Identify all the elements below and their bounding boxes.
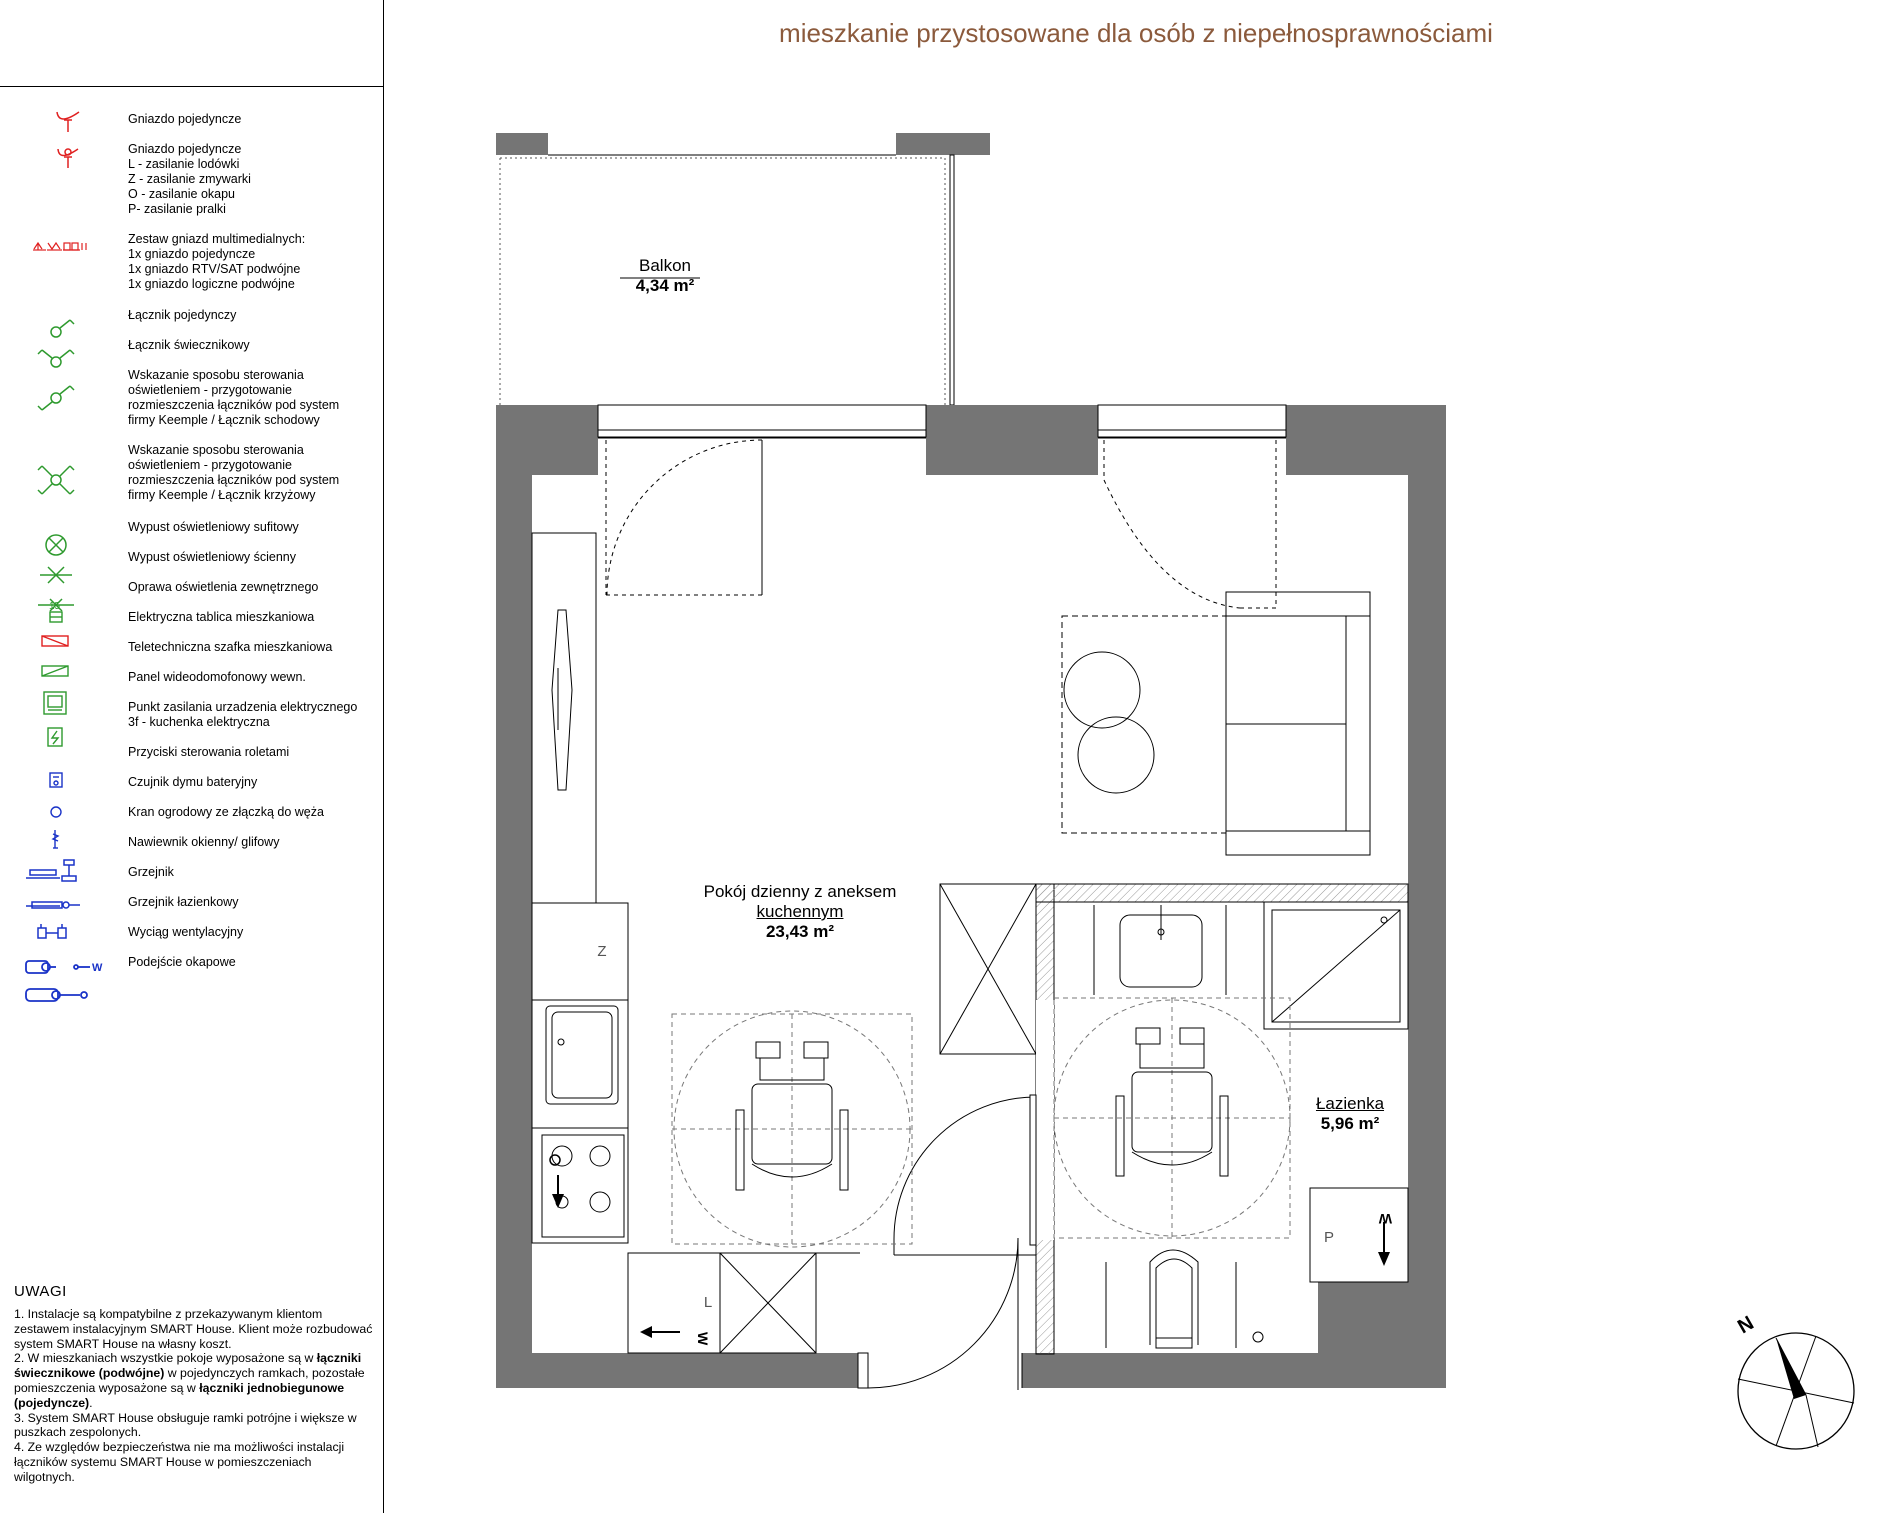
notes-title: UWAGI xyxy=(14,1283,67,1300)
legend-label: Łącznik pojedynczy xyxy=(128,308,237,322)
note-item: 1. Instalacje są kompatybilne z przekazywanym klientom zestawem instalacyjnym SMART House. Klient może rozbudować system SMART House na własny koszt. xyxy=(14,1307,373,1351)
balcony-door xyxy=(606,440,917,595)
legend-label: Oprawa oświetlenia zewnętrznego xyxy=(128,580,319,594)
legend-label: Teletechniczna szafka mieszkaniowa xyxy=(128,640,333,654)
entry-door xyxy=(858,1238,1022,1390)
legend-label: Elektryczna tablica mieszkaniowa xyxy=(128,610,315,624)
compass xyxy=(1738,1333,1854,1449)
page-title: mieszkanie przystosowane dla osób z niepełnosprawnościami xyxy=(779,18,1493,48)
window-right xyxy=(1098,405,1286,438)
room-area: 5,96 m² xyxy=(1320,1114,1380,1133)
legend-label: Panel wideodomofonowy wewn. xyxy=(128,670,306,684)
legend-label: Gniazdo pojedyncze L - zasilanie lodówki Z - zasilanie zmywarki O - zasilanie okapu P- zasilanie pralki xyxy=(128,142,251,216)
legend-label: Gniazdo pojedyncze xyxy=(128,112,242,126)
legend-label: Wyciąg wentylacyjny xyxy=(128,925,244,939)
svg-text:15: 15 xyxy=(49,601,61,612)
kitchen-door xyxy=(894,1095,1036,1255)
room-name-line: kuchennym xyxy=(756,902,844,921)
fridge-mark: L xyxy=(703,1294,713,1311)
legend-label: Podejście okapowe xyxy=(128,955,236,969)
bathroom-sink xyxy=(1094,905,1226,995)
ventilation-mark: W xyxy=(1378,1211,1392,1227)
wheelchair-turning-circle xyxy=(1054,998,1290,1238)
compass-north-label: N xyxy=(1734,1312,1758,1339)
toilet xyxy=(1106,1250,1263,1348)
note-item: 2. W mieszkaniach wszystkie pokoje wyposażone są w łączniki świecznikowe (podwójne) w pojedynczych ramkach, pozostałe pomieszczenia wyposażone są w łączniki jednobiegunowe (pojedyncze). xyxy=(14,1351,365,1410)
legend-label: Czujnik dymu bateryjny xyxy=(128,775,258,789)
legend-label: Przyciski sterowania roletami xyxy=(128,745,290,759)
note-item: 3. System SMART House obsługuje ramki potrójne i większe w puszkach zespolonych. xyxy=(14,1410,357,1440)
room-area: 23,43 m² xyxy=(765,922,835,941)
note-item: 4. Ze względów bezpieczeństwa nie ma możliwości instalacji łączników systemu SMART House w pomieszczeniach wilgotnych. xyxy=(14,1440,345,1484)
dishwasher-mark: Z xyxy=(597,943,607,960)
legend-label: Grzejnik łazienkowy xyxy=(128,895,239,909)
legend-label: Wypust oświetleniowy ścienny xyxy=(128,550,297,564)
balcony xyxy=(496,133,990,405)
dining-table xyxy=(1062,616,1226,833)
room-label-lazienka xyxy=(1300,1094,1400,1134)
room-name: Balkon xyxy=(639,256,691,275)
room-name: Łazienka xyxy=(1315,1094,1385,1113)
shower xyxy=(1264,902,1408,1029)
sofa xyxy=(1226,592,1370,855)
room-name-line: Pokój dzienny z aneksem xyxy=(703,882,897,901)
legend-label: Wypust oświetleniowy sufitowy xyxy=(128,520,299,534)
ventilation-mark: W xyxy=(695,1332,711,1346)
room-label-living-room xyxy=(680,882,920,942)
legend-label: Wskazanie sposobu sterowania oświetleniem - przygotowanie rozmieszczenia łączników pod system firmy Keemple / Łącznik schodowy xyxy=(128,368,340,427)
legend-label: Łącznik świecznikowy xyxy=(128,338,250,352)
legend-label: Nawiewnik okienny/ glifowy xyxy=(128,835,280,849)
kitchen-counter xyxy=(532,533,628,1243)
ventilation-exhaust-icon xyxy=(640,1326,680,1338)
legend-label: Grzejnik xyxy=(128,865,174,879)
legend-label: Kran ogrodowy ze złączką do węża xyxy=(128,805,324,819)
room-area: 4,34 m² xyxy=(635,276,695,295)
lower-cabinets xyxy=(628,1253,860,1353)
washer-mark: P xyxy=(1324,1229,1335,1246)
legend-label: Zestaw gniazd multimedialnych: 1x gniazdo pojedyncze 1x gniazdo RTV/SAT podwójne 1x gniazdo logiczne podwójne xyxy=(128,232,306,291)
window-left xyxy=(598,405,926,438)
legend-label: Punkt zasilania urzadzenia elektrycznego 3f - kuchenka elektryczna xyxy=(128,700,358,729)
wheelchair-turning-circle xyxy=(672,1011,912,1247)
svg-text:W: W xyxy=(92,962,103,974)
legend-label: Wskazanie sposobu sterowania oświetleniem - przygotowanie rozmieszczenia łączników pod system firmy Keemple / Łącznik krzyżowy xyxy=(128,443,340,502)
window-swing xyxy=(1104,440,1276,608)
room-label-balkon xyxy=(605,256,725,296)
wardrobe xyxy=(940,884,1036,1054)
